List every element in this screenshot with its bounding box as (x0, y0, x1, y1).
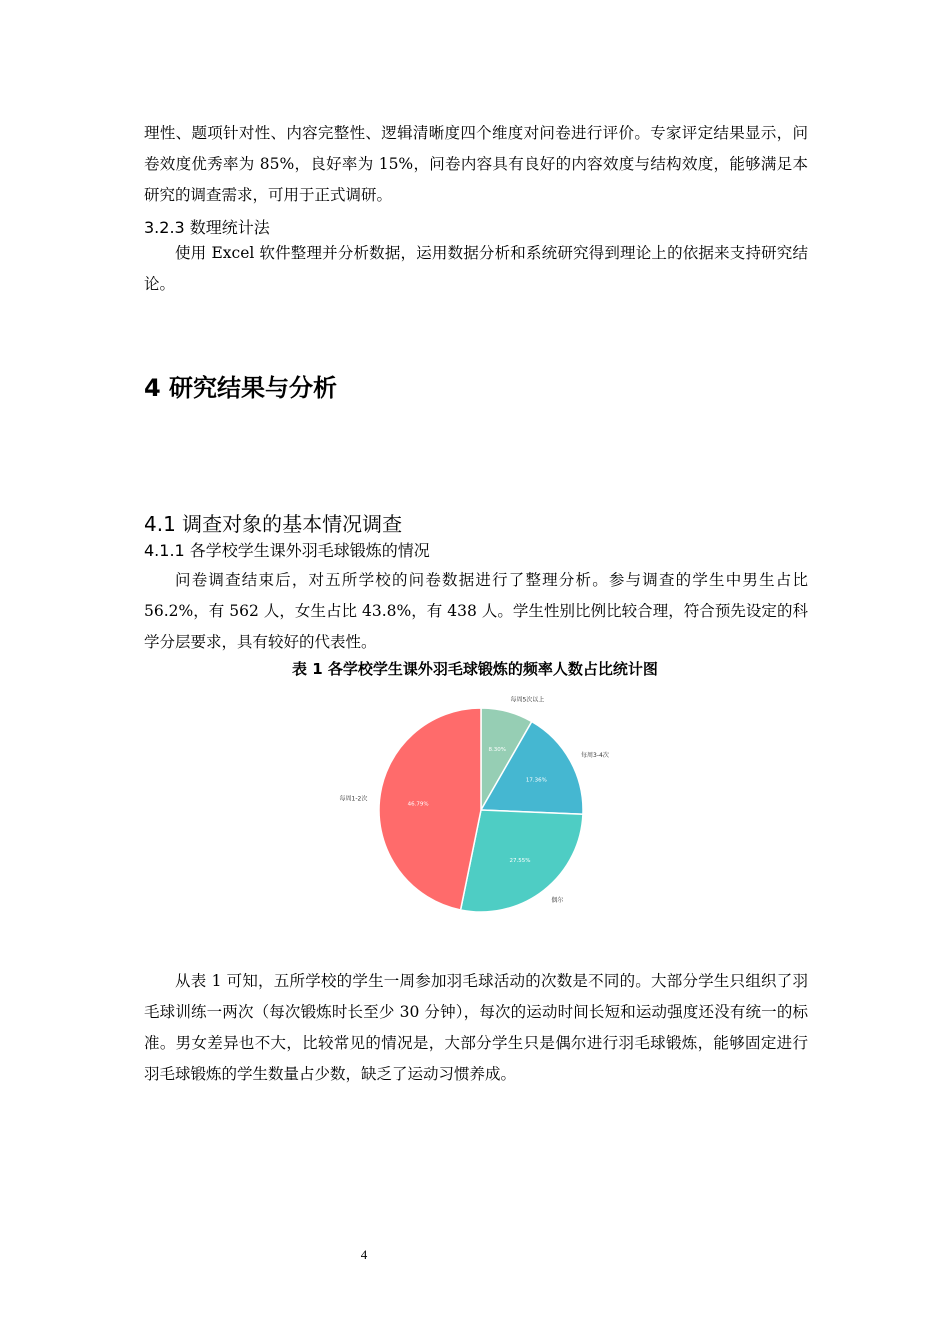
heading-4-1-1: 4.1.1 各学校学生课外羽毛球锻炼的情况 (144, 541, 430, 560)
pie-pct-label-3: 46.79% (407, 801, 429, 808)
page-number: 4 (360, 1247, 368, 1262)
pie-pct-label-1: 17.36% (525, 777, 547, 784)
heading-4-1: 4.1 调查对象的基本情况调查 (144, 512, 403, 536)
heading-3-2-3: 3.2.3 数理统计法 (144, 218, 270, 237)
paragraph-analysis: 从表 1 可知，五所学校的学生一周参加羽毛球活动的次数是不同的。大部分学生只组织了羽毛球训练一两次（每次锻炼时长至少 30 分钟），每次的运动时间长短和运动强度还没有统一的标准。男女差异也不大，比较常见的情况是，大部分学生只是偶尔进行羽毛球锻炼，能够固定进行羽毛球锻炼的学生数量占少数，缺乏了运动习惯养成。 (144, 972, 808, 1083)
heading-chapter-4: 4 研究结果与分析 (144, 374, 338, 402)
paragraph-validity: 理性、题项针对性、内容完整性、逻辑清晰度四个维度对问卷进行评价。专家评定结果显示，问卷效度优秀率为 85%，良好率为 15%，问卷内容具有良好的内容效度与结构效度，能够满足本研究的调查需求，可用于正式调研。 (144, 124, 808, 204)
pie-category-label-1: 每周3-4次 (581, 751, 609, 759)
paragraph-statistics: 使用 Excel 软件整理并分析数据，运用数据分析和系统研究得到理论上的依据来支持研究结论。 (144, 244, 808, 293)
table-caption: 表 1 各学校学生课外羽毛球锻炼的频率人数占比统计图 (292, 660, 658, 678)
pie-pct-label-0: 8.30% (488, 746, 507, 753)
pie-category-label-3: 每周1-2次 (339, 795, 368, 803)
pie-category-label-2: 偶尔 (551, 896, 564, 904)
pie-slice-3 (379, 708, 481, 910)
pie-chart (300, 690, 640, 925)
pie-pct-label-2: 27.55% (509, 857, 531, 864)
pie-category-label-0: 每周5次以上 (510, 696, 545, 704)
paragraph-survey: 问卷调查结束后，对五所学校的问卷数据进行了整理分析。参与调查的学生中男生占比 56.2%，有 562 人，女生占比 43.8%，有 438 人。学生性别比例比较合理，符合预先设定的科学分层要求，具有较好的代表性。 (144, 571, 808, 651)
